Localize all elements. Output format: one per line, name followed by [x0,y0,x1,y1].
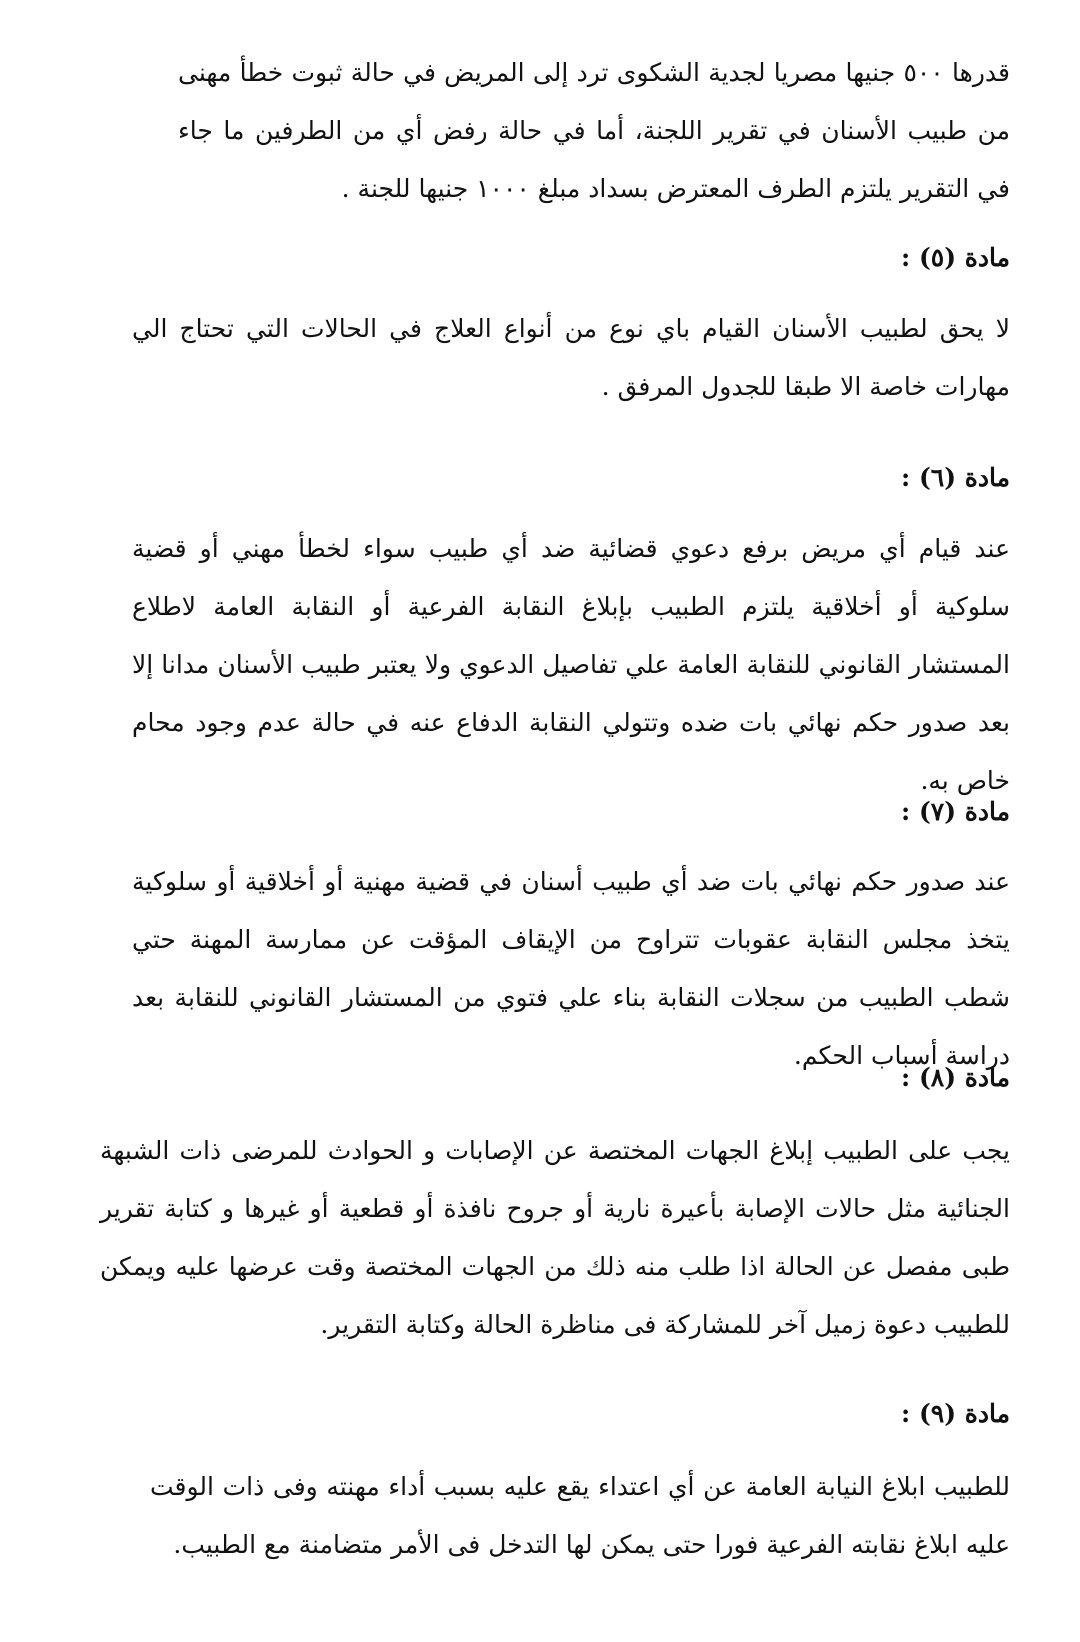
article-text-9: للطبيب ابلاغ النيابة العامة عن أي اعتداء يقع عليه بسبب أداء مهنته وفى ذات الوقت عليه ابلاغ نقابته الفرعية فورا حتى يمكن لها التدخل فى الأمر متضامنة مع الطبيب. [150,1472,1010,1559]
article-heading-9: مادة (٩) : [901,1399,1010,1428]
article-heading-8: مادة (٨) : [901,1063,1010,1092]
article-text-7: عند صدور حكم نهائي بات ضد أي طبيب أسنان في قضية مهنية أو أخلاقية أو سلوكية يتخذ مجلس النقابة عقوبات تتراوح من الإيقاف المؤقت عن ممارسة المهنة حتي شطب الطبيب من سجلات النقابة بناء علي فتوي من المستشار القانوني للنقابة بعد دراسة أسباب الحكم. [132,867,1010,1070]
article-heading-7: مادة (٧) : [901,797,1010,826]
article-heading-5: مادة (٥) : [901,243,1010,272]
article-text-6: عند قيام أي مريض برفع دعوي قضائية ضد أي طبيب سواء لخطأ مهني أو قضية سلوكية أو أخلاقية يلتزم الطبيب بإبلاغ النقابة الفرعية أو النقابة العامة لاطلاع المستشار القانوني للنقابة العامة علي تفاصيل الدعوي ولا يعتبر طبيب الأسنان مدانا إلا بعد صدور حكم نهائي بات ضده وتتولي النقابة الدفاع عنه في حالة عدم وجود محام خاص به. [132,534,1010,795]
article-heading-6: مادة (٦) : [901,463,1010,492]
article-text-8: يجب على الطبيب إبلاغ الجهات المختصة عن الإصابات و الحوادث للمرضى ذات الشبهة الجنائية مثل حالات الإصابة بأعيرة نارية أو جروح نافذة أو قطعية أو غيرها و كتابة تقرير طبى مفصل عن الحالة اذا طلب منه ذلك من الجهات المختصة وقت عرضها عليه ويمكن للطبيب دعوة زميل آخر للمشاركة فى مناظرة الحالة وكتابة التقرير. [100,1136,1010,1339]
article-text-5: لا يحق لطبيب الأسنان القيام باي نوع من أنواع العلاج في الحالات التي تحتاج الي مهارات خاصة الا طبقا للجدول المرفق . [132,314,1010,401]
intro-paragraph: قدرها ٥٠٠ جنيها مصريا لجدية الشكوى ترد إلى المريض في حالة ثبوت خطأ مهنى من طبيب الأسنان في تقرير اللجنة، أما في حالة رفض أي من الطرفين ما جاء في التقرير يلتزم الطرف المعترض بسداد مبلغ ١٠٠٠ جنيها للجنة . [178,58,1010,203]
